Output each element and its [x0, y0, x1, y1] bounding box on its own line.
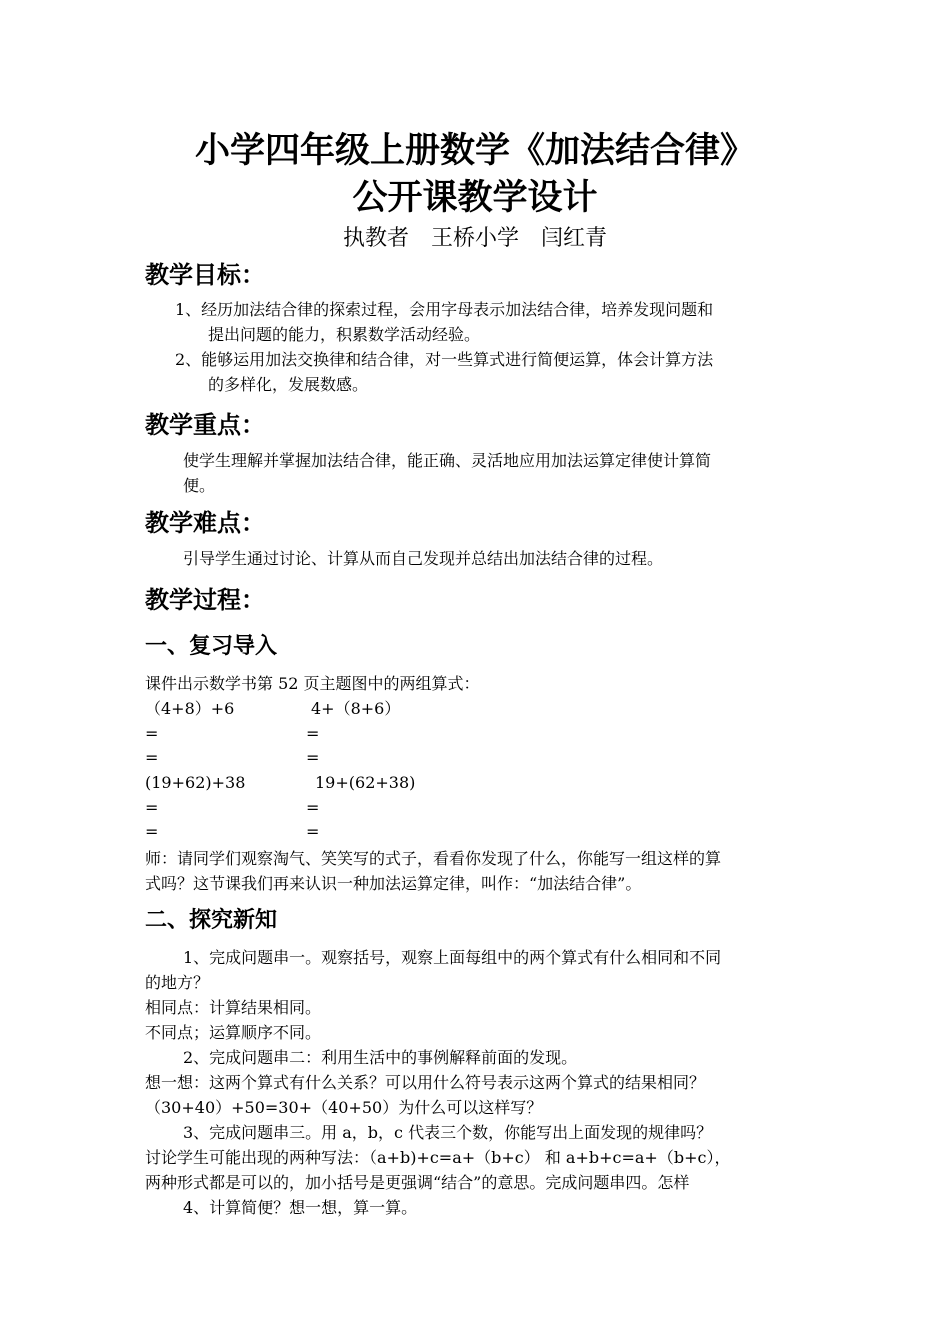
different-point: 不同点；运算顺序不同。 — [145, 1023, 322, 1042]
section2-heading: 二、探究新知 — [145, 908, 278, 933]
discussion-text: 讨论学生可能出现的两种写法：（a+b)+c=a+（b+c） 和 a+b+c=a+（b+c）， — [145, 1148, 731, 1167]
equation-right-1: 4+（8+6） — [311, 699, 401, 718]
equation-left-1: （4+8）+6 — [145, 699, 235, 718]
question-3: 3、完成问题串三。用 a，b，c 代表三个数，你能写出上面发现的规律吗？ — [183, 1123, 713, 1142]
objective-1-line2: 提出问题的能力，积累数学活动经验。 — [208, 325, 481, 344]
think-prompt: 想一想：这两个算式有什么关系？可以用什么符号表示这两个算式的结果相同？ — [145, 1073, 706, 1092]
question-4: 4、计算简便？想一想，算一算。 — [183, 1198, 418, 1217]
section1-heading: 一、复习导入 — [145, 634, 278, 659]
equation-right-2: = — [306, 724, 320, 743]
objective-2-line1: 2、能够运用加法交换律和结合律，对一些算式进行简便运算，体会计算方法 — [175, 350, 714, 369]
section1-intro: 课件出示数学书第 52 页主题图中的两组算式： — [145, 674, 480, 693]
key-point-line1: 使学生理解并掌握加法结合律，能正确、灵活地应用加法运算定律使计算简 — [183, 451, 712, 470]
question-1-line2: 的地方？ — [145, 973, 210, 992]
difficulty-heading: 教学难点： — [145, 509, 265, 537]
same-point: 相同点：计算结果相同。 — [145, 998, 322, 1017]
forms-text: 两种形式都是可以的，加小括号是更强调“结合”的意思。完成问题串四。怎样 — [145, 1173, 690, 1192]
equation-left-6: = — [145, 822, 159, 841]
equation-right-4: 19+(62+38) — [315, 773, 416, 792]
document-title-line1: 小学四年级上册数学《加法结合律》 — [194, 131, 755, 171]
question-1-line1: 1、完成问题串一。观察括号，观察上面每组中的两个算式有什么相同和不同 — [183, 948, 722, 967]
process-heading: 教学过程： — [145, 586, 265, 614]
author-line: 执教者 王桥小学 闫红青 — [342, 226, 607, 251]
equation-right-3: = — [306, 748, 320, 767]
equation-left-4: (19+62)+38 — [145, 773, 246, 792]
question-2: 2、完成问题串二：利用生活中的事例解释前面的发现。 — [183, 1048, 578, 1067]
difficulty-text: 引导学生通过讨论、计算从而自己发现并总结出加法结合律的过程。 — [183, 549, 664, 568]
equation-right-6: = — [306, 822, 320, 841]
equation-right-5: = — [306, 798, 320, 817]
objective-2-line2: 的多样化，发展数感。 — [208, 375, 369, 394]
document-title-line2: 公开课教学设计 — [352, 178, 598, 218]
teacher-prompt-line1: 师：请同学们观察淘气、笑笑写的式子，看看你发现了什么，你能写一组这样的算 — [145, 849, 722, 868]
equation-left-3: = — [145, 748, 159, 767]
objectives-heading: 教学目标： — [145, 261, 265, 289]
equation-left-5: = — [145, 798, 159, 817]
key-point-line2: 便。 — [183, 476, 216, 495]
equation-left-2: = — [145, 724, 159, 743]
key-point-heading: 教学重点： — [145, 411, 265, 439]
objective-1-line1: 1、经历加法结合律的探索过程，会用字母表示加法结合律，培养发现问题和 — [175, 300, 714, 319]
why-prompt: （30+40）+50=30+（40+50）为什么可以这样写？ — [145, 1098, 543, 1117]
teacher-prompt-line2: 式吗？这节课我们再来认识一种加法运算定律，叫作：“加法结合律”。 — [145, 874, 642, 893]
